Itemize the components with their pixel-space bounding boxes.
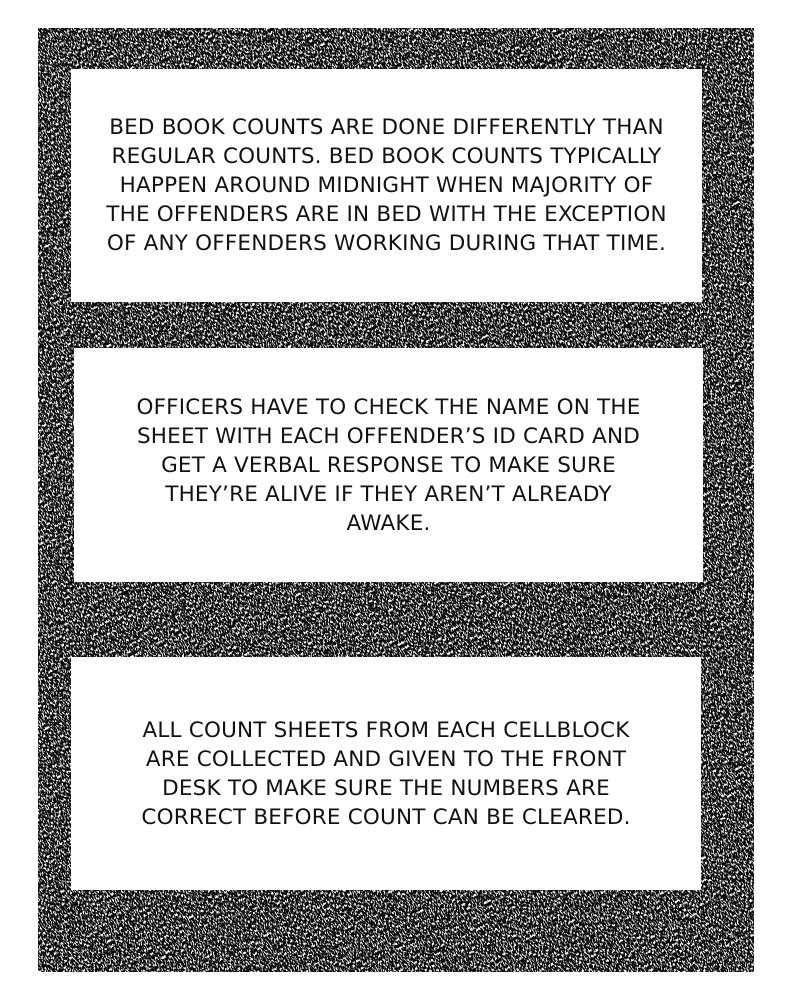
caption-box-3: [71, 657, 701, 890]
caption-text-3: ALL COUNT SHEETS FROM EACH CELLBLOCK ARE COLLECTED AND GIVEN TO THE FRONT DESK TO MAKE SURE THE NUMBERS ARE CORRECT BEFORE COUNT CAN BE CLEARED.: [141, 717, 631, 830]
comic-panel: [38, 28, 754, 972]
caption-text-1: BED BOOK COUNTS ARE DONE DIFFERENTLY THAN REGULAR COUNTS. BED BOOK COUNTS TYPICALLY HAPPEN AROUND MIDNIGHT WHEN MAJORITY OF THE OFFENDERS ARE IN BED WITH THE EXCEPTION OF ANY OFFENDERS WORKING DURING THAT TIME.: [106, 115, 667, 256]
caption-box-1: [71, 69, 702, 302]
caption-box-2: [74, 348, 703, 582]
caption-text-2: OFFICERS HAVE TO CHECK THE NAME ON THE SHEET WITH EACH OFFENDER’S ID CARD AND GET A VERBAL RESPONSE TO MAKE SURE THEY’RE ALIVE IF THEY AREN’T ALREADY AWAKE.: [136, 394, 641, 536]
